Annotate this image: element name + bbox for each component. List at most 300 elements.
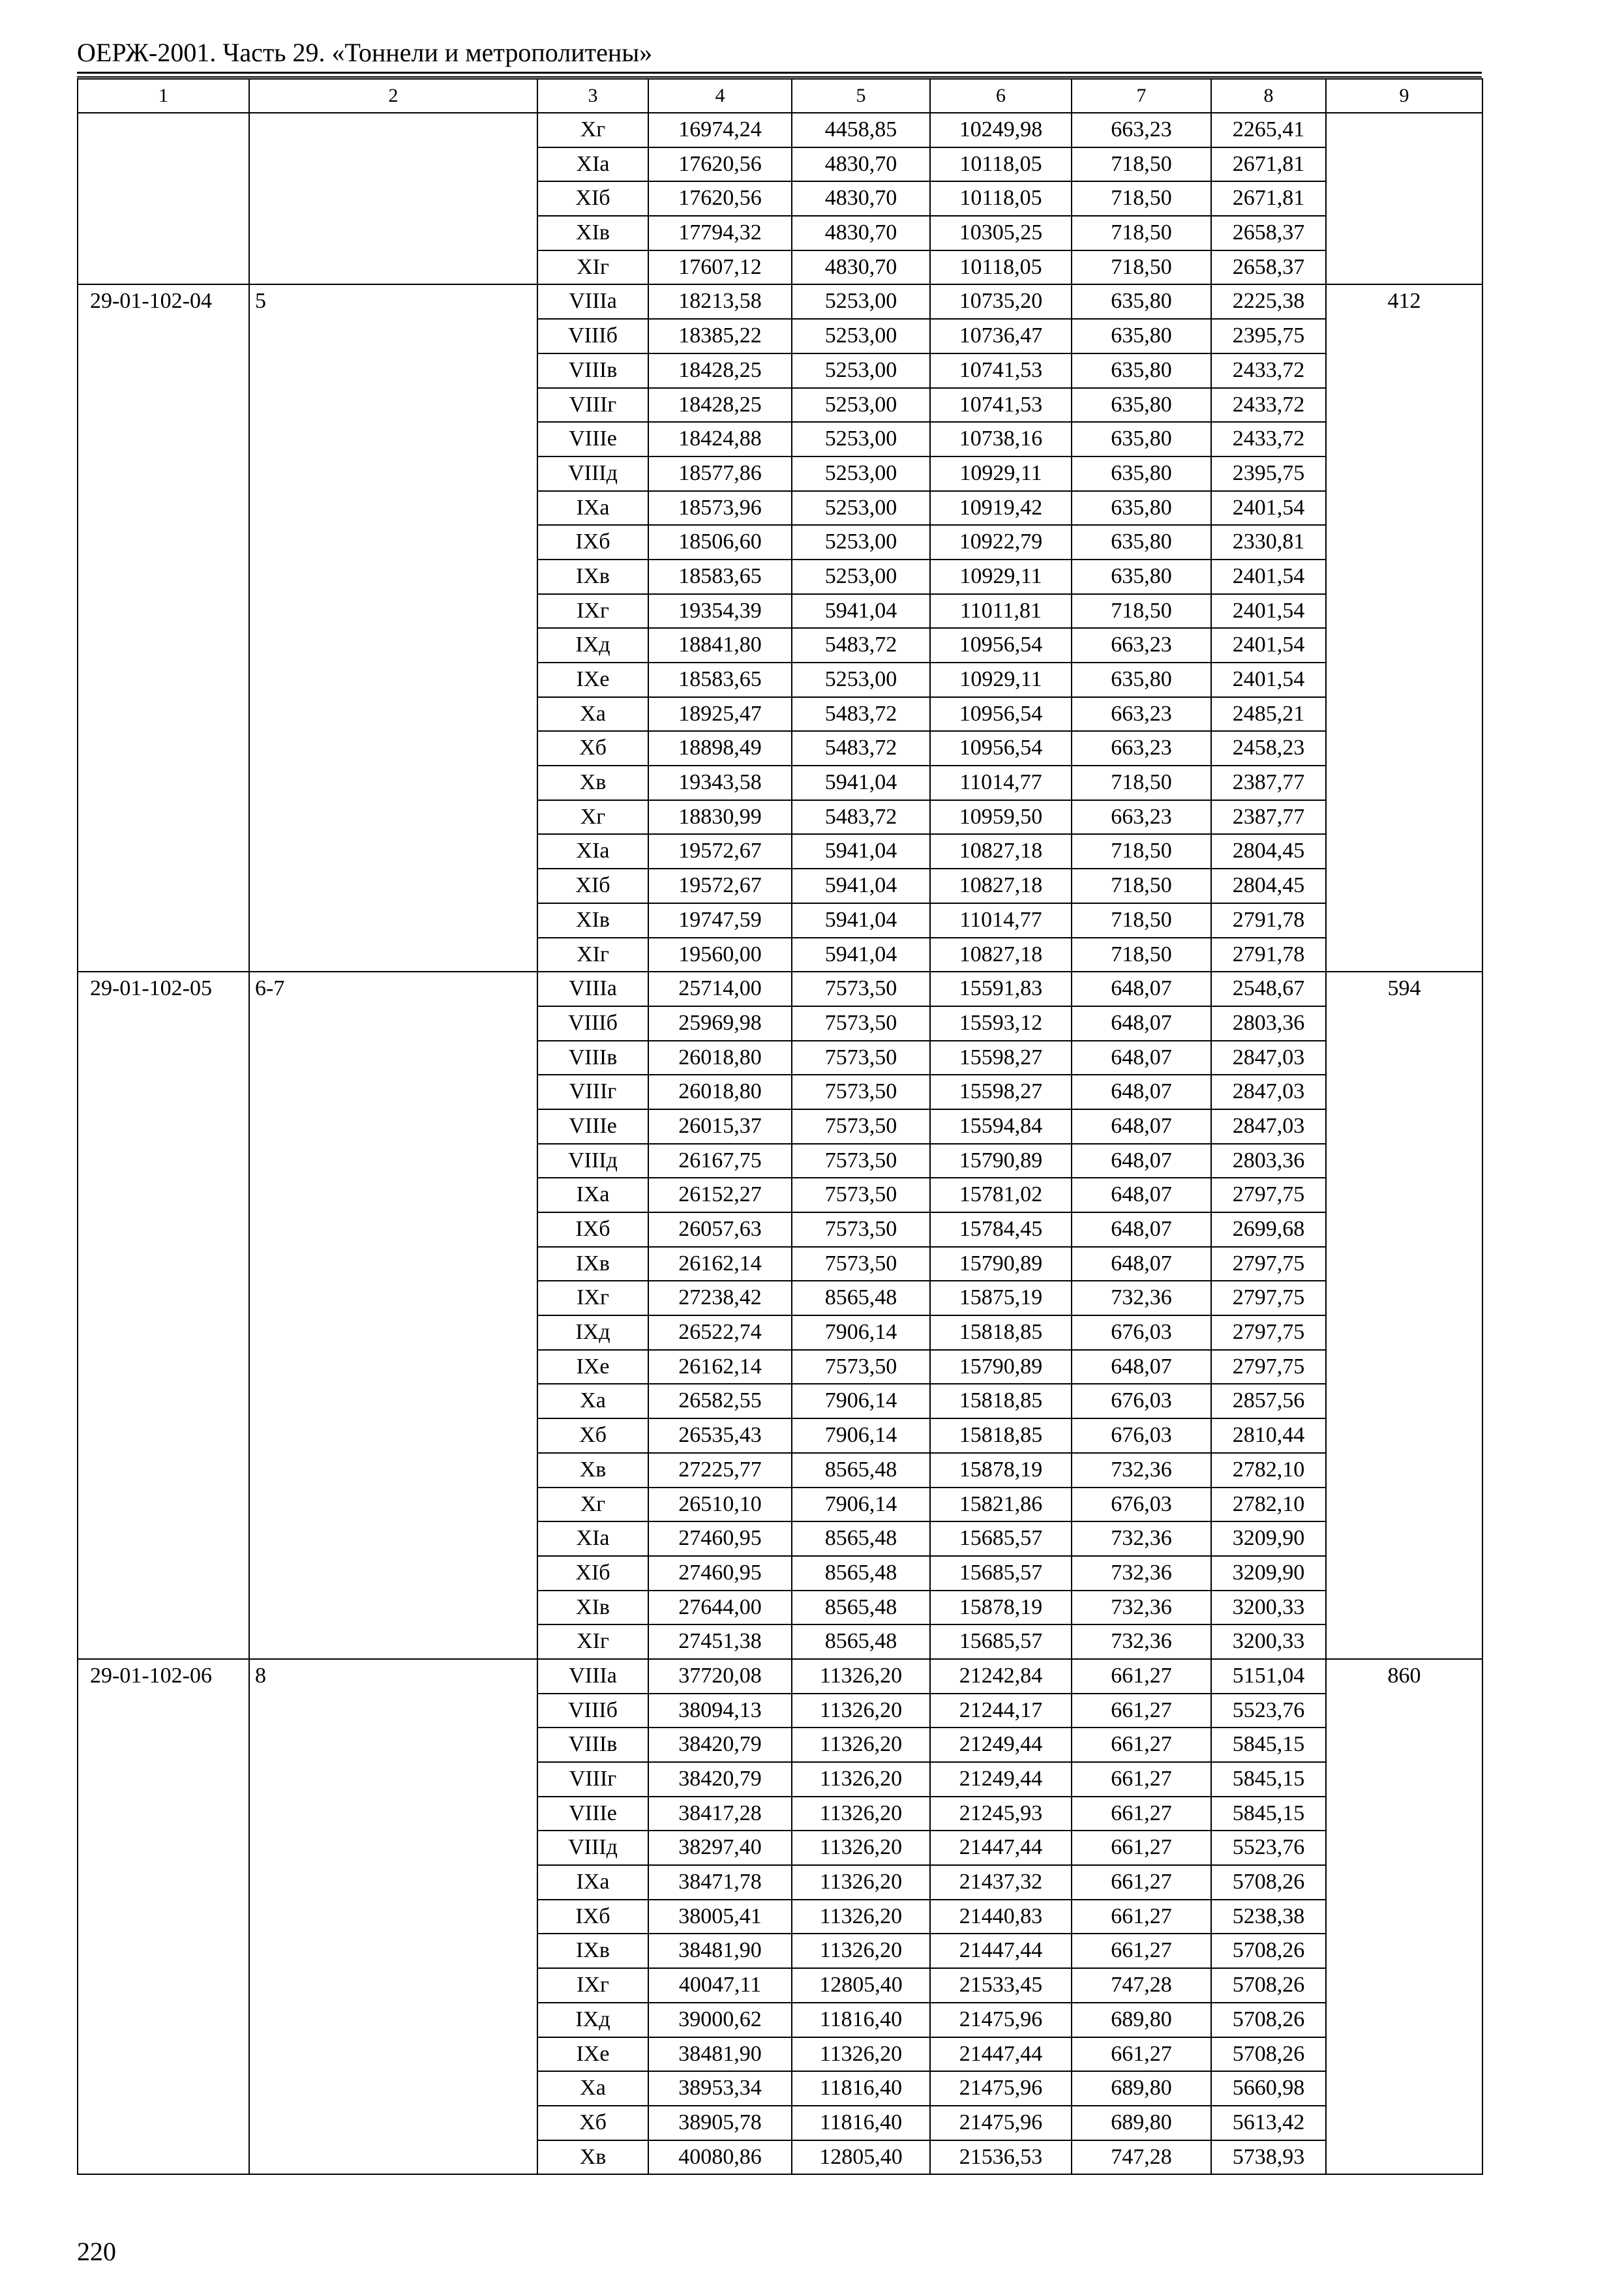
table-cell-col4: 27460,95 <box>648 1521 792 1556</box>
table-cell-col4: 40080,86 <box>648 2140 792 2175</box>
table-cell-col8: 5238,38 <box>1211 1900 1326 1934</box>
table-cell-col4: 18428,25 <box>648 388 792 423</box>
table-cell-col7: 635,80 <box>1072 319 1211 353</box>
table-cell-col5: 7573,50 <box>792 1247 930 1281</box>
table-cell-col7: 661,27 <box>1072 1865 1211 1900</box>
table-cell-col8: 2797,75 <box>1211 1315 1326 1350</box>
table-cell-col4: 18841,80 <box>648 628 792 663</box>
table-cell-col5: 5253,00 <box>792 353 930 388</box>
table-cell-col5: 11816,40 <box>792 2106 930 2140</box>
table-cell-col7: 663,23 <box>1072 800 1211 835</box>
table-cell-col3: VIIIe <box>537 422 648 456</box>
table-cell-col4: 38005,41 <box>648 1900 792 1934</box>
table-cell-col8: 3209,90 <box>1211 1556 1326 1591</box>
table-cell-col5: 12805,40 <box>792 1968 930 2003</box>
table-cell-col7: 661,27 <box>1072 1694 1211 1728</box>
table-cell-col5: 5941,04 <box>792 938 930 972</box>
table-cell-col3: VIIIe <box>537 1109 648 1144</box>
column-header-4: 4 <box>648 79 792 113</box>
table-cell-col3: Xa <box>537 1384 648 1418</box>
table-cell-col7: 663,23 <box>1072 731 1211 766</box>
table-cell-col8: 2791,78 <box>1211 938 1326 972</box>
table-cell-col5: 8565,48 <box>792 1591 930 1625</box>
table-cell-col7: 718,50 <box>1072 594 1211 629</box>
table-cell-col7: 661,27 <box>1072 1659 1211 1694</box>
table-cell-col6: 21533,45 <box>930 1968 1072 2003</box>
table-cell-col6: 15598,27 <box>930 1075 1072 1109</box>
table-cell-col4: 17794,32 <box>648 216 792 250</box>
table-cell-col5: 12805,40 <box>792 2140 930 2175</box>
table-cell-col7: 648,07 <box>1072 972 1211 1006</box>
table-cell-col3: Xв <box>537 2140 648 2175</box>
table-cell-col8: 2782,10 <box>1211 1453 1326 1488</box>
table-cell-col8: 3200,33 <box>1211 1591 1326 1625</box>
table-cell-col6: 10919,42 <box>930 491 1072 526</box>
table-cell-col4: 26510,10 <box>648 1488 792 1522</box>
table-cell-col8: 2485,21 <box>1211 697 1326 732</box>
table-cell-col4: 17620,56 <box>648 147 792 182</box>
table-cell-col7: 689,80 <box>1072 2003 1211 2037</box>
table-cell-col5: 7573,50 <box>792 1350 930 1384</box>
table-cell-col7: 661,27 <box>1072 2037 1211 2072</box>
table-cell-col7: 635,80 <box>1072 663 1211 697</box>
table-cell-col3: IXв <box>537 560 648 594</box>
table-cell-col7: 635,80 <box>1072 560 1211 594</box>
table-cell-col6: 10305,25 <box>930 216 1072 250</box>
table-cell-col4: 38420,79 <box>648 1728 792 1762</box>
table-cell-col3: IXв <box>537 1934 648 1968</box>
table-cell-col6: 10929,11 <box>930 456 1072 491</box>
table-cell-col6: 10929,11 <box>930 560 1072 594</box>
table-cell-col4: 18925,47 <box>648 697 792 732</box>
table-cell-col6: 15878,19 <box>930 1591 1072 1625</box>
table-cell-col6: 10736,47 <box>930 319 1072 353</box>
table-cell-col4: 38297,40 <box>648 1831 792 1865</box>
table-cell-col5: 7573,50 <box>792 1041 930 1075</box>
table-cell-col8: 2330,81 <box>1211 525 1326 560</box>
table-cell-col5: 7906,14 <box>792 1315 930 1350</box>
table-cell-col8: 2387,77 <box>1211 800 1326 835</box>
table-row <box>78 1659 1482 1694</box>
table-cell-col8: 2797,75 <box>1211 1350 1326 1384</box>
table-cell-col8: 5845,15 <box>1211 1728 1326 1762</box>
table-cell-col7: 648,07 <box>1072 1041 1211 1075</box>
table-cell-col3: XIг <box>537 250 648 285</box>
table-cell-col5: 8565,48 <box>792 1521 930 1556</box>
table-cell-col6: 21447,44 <box>930 1831 1072 1865</box>
row-col2-cell: 8 <box>249 1659 537 2174</box>
table-cell-col8: 2797,75 <box>1211 1178 1326 1212</box>
table-cell-col4: 26015,37 <box>648 1109 792 1144</box>
table-cell-col4: 17607,12 <box>648 250 792 285</box>
table-cell-col3: IXб <box>537 525 648 560</box>
table-cell-col7: 661,27 <box>1072 1900 1211 1934</box>
table-cell-col3: XIв <box>537 1591 648 1625</box>
table-cell-col3: VIIIв <box>537 1041 648 1075</box>
table-cell-col7: 635,80 <box>1072 525 1211 560</box>
table-row <box>78 972 1482 1006</box>
table-cell-col5: 4830,70 <box>792 181 930 216</box>
table-cell-col5: 7573,50 <box>792 1109 930 1144</box>
table-cell-col3: IXд <box>537 1315 648 1350</box>
table-cell-col7: 648,07 <box>1072 1212 1211 1247</box>
table-cell-col8: 2395,75 <box>1211 319 1326 353</box>
table-cell-col7: 648,07 <box>1072 1075 1211 1109</box>
table-cell-col7: 689,80 <box>1072 2071 1211 2106</box>
table-cell-col3: VIIIб <box>537 1006 648 1041</box>
table-cell-col6: 11011,81 <box>930 594 1072 629</box>
table-cell-col7: 732,36 <box>1072 1556 1211 1591</box>
table-cell-col8: 5660,98 <box>1211 2071 1326 2106</box>
table-cell-col8: 2433,72 <box>1211 388 1326 423</box>
table-cell-col6: 10922,79 <box>930 525 1072 560</box>
table-cell-col8: 2791,78 <box>1211 903 1326 938</box>
table-cell-col8: 2225,38 <box>1211 284 1326 319</box>
table-cell-col3: IXд <box>537 628 648 663</box>
table-cell-col6: 15821,86 <box>930 1488 1072 1522</box>
table-cell-col5: 5253,00 <box>792 284 930 319</box>
table-cell-col3: Xг <box>537 1488 648 1522</box>
table-cell-col3: VIIIa <box>537 1659 648 1694</box>
table-cell-col6: 10738,16 <box>930 422 1072 456</box>
table-cell-col6: 15598,27 <box>930 1041 1072 1075</box>
table-cell-col5: 11326,20 <box>792 1797 930 1831</box>
table-cell-col7: 648,07 <box>1072 1144 1211 1178</box>
table-cell-col7: 676,03 <box>1072 1488 1211 1522</box>
table-cell-col8: 5708,26 <box>1211 1934 1326 1968</box>
table-cell-col4: 19343,58 <box>648 766 792 800</box>
row-col2-cell: 5 <box>249 284 537 972</box>
table-cell-col6: 15784,45 <box>930 1212 1072 1247</box>
table-cell-col7: 635,80 <box>1072 388 1211 423</box>
table-cell-col6: 15790,89 <box>930 1144 1072 1178</box>
table-cell-col4: 38905,78 <box>648 2106 792 2140</box>
table-cell-col7: 718,50 <box>1072 181 1211 216</box>
table-cell-col5: 5483,72 <box>792 697 930 732</box>
table-cell-col4: 38481,90 <box>648 1934 792 1968</box>
column-header-3: 3 <box>537 79 648 113</box>
table-cell-col4: 26535,43 <box>648 1418 792 1453</box>
table-cell-col8: 2857,56 <box>1211 1384 1326 1418</box>
table-cell-col3: XIб <box>537 181 648 216</box>
table-cell-col3: VIIIa <box>537 972 648 1006</box>
table-cell-col6: 10249,98 <box>930 113 1072 147</box>
table-cell-col7: 747,28 <box>1072 1968 1211 2003</box>
table-cell-col5: 5253,00 <box>792 456 930 491</box>
table-cell-col8: 2847,03 <box>1211 1075 1326 1109</box>
table-cell-col8: 5845,15 <box>1211 1797 1326 1831</box>
table-cell-col5: 5483,72 <box>792 628 930 663</box>
table-cell-col7: 689,80 <box>1072 2106 1211 2140</box>
table-cell-col5: 7573,50 <box>792 1006 930 1041</box>
table-cell-col7: 635,80 <box>1072 456 1211 491</box>
table-cell-col8: 5151,04 <box>1211 1659 1326 1694</box>
table-cell-col4: 27238,42 <box>648 1281 792 1315</box>
table-cell-col4: 25714,00 <box>648 972 792 1006</box>
table-cell-col7: 635,80 <box>1072 422 1211 456</box>
table-cell-col8: 2699,68 <box>1211 1212 1326 1247</box>
table-cell-col5: 5483,72 <box>792 731 930 766</box>
table-cell-col3: VIIIд <box>537 1144 648 1178</box>
table-header-row <box>78 79 1482 113</box>
table-cell-col3: VIIIг <box>537 388 648 423</box>
table-cell-col8: 2782,10 <box>1211 1488 1326 1522</box>
table-cell-col4: 18385,22 <box>648 319 792 353</box>
table-cell-col8: 2804,45 <box>1211 869 1326 903</box>
table-cell-col8: 2433,72 <box>1211 422 1326 456</box>
table-cell-col6: 10741,53 <box>930 353 1072 388</box>
table-cell-col7: 663,23 <box>1072 113 1211 147</box>
table-cell-col4: 17620,56 <box>648 181 792 216</box>
table-cell-col7: 661,27 <box>1072 1831 1211 1865</box>
row-code-cell: 29-01-102-05 <box>78 972 249 1659</box>
table-cell-col7: 663,23 <box>1072 697 1211 732</box>
table-row <box>78 113 1482 147</box>
table-cell-col4: 38481,90 <box>648 2037 792 2072</box>
column-header-5: 5 <box>792 79 930 113</box>
row-col9-cell: 412 <box>1326 284 1482 972</box>
table-cell-col6: 10956,54 <box>930 697 1072 732</box>
table-cell-col6: 10827,18 <box>930 938 1072 972</box>
table-cell-col3: XIг <box>537 938 648 972</box>
table-cell-col3: IXв <box>537 1247 648 1281</box>
table-cell-col5: 5253,00 <box>792 491 930 526</box>
table-cell-col5: 8565,48 <box>792 1453 930 1488</box>
table-cell-col6: 21447,44 <box>930 2037 1072 2072</box>
table-cell-col5: 5941,04 <box>792 766 930 800</box>
table-cell-col3: XIб <box>537 1556 648 1591</box>
row-code-cell: 29-01-102-04 <box>78 284 249 972</box>
table-cell-col8: 2395,75 <box>1211 456 1326 491</box>
table-cell-col5: 5253,00 <box>792 388 930 423</box>
table-cell-col5: 7573,50 <box>792 972 930 1006</box>
table-cell-col6: 10956,54 <box>930 628 1072 663</box>
table-cell-col6: 11014,77 <box>930 903 1072 938</box>
row-col2-cell <box>249 113 537 284</box>
table-cell-col8: 2804,45 <box>1211 834 1326 869</box>
table-cell-col4: 27460,95 <box>648 1556 792 1591</box>
table-cell-col5: 11816,40 <box>792 2003 930 2037</box>
table-cell-col4: 19572,67 <box>648 834 792 869</box>
table-cell-col7: 676,03 <box>1072 1418 1211 1453</box>
table-cell-col4: 26152,27 <box>648 1178 792 1212</box>
table-cell-col8: 2265,41 <box>1211 113 1326 147</box>
table-cell-col7: 718,50 <box>1072 216 1211 250</box>
table-cell-col8: 2847,03 <box>1211 1041 1326 1075</box>
table-cell-col4: 38094,13 <box>648 1694 792 1728</box>
table-cell-col7: 747,28 <box>1072 2140 1211 2175</box>
table-cell-col4: 18424,88 <box>648 422 792 456</box>
table-cell-col7: 732,36 <box>1072 1624 1211 1659</box>
table-cell-col3: VIIIг <box>537 1075 648 1109</box>
table-cell-col3: IXг <box>537 1281 648 1315</box>
table-cell-col6: 15593,12 <box>930 1006 1072 1041</box>
table-cell-col3: XIв <box>537 216 648 250</box>
row-col9-cell: 594 <box>1326 972 1482 1659</box>
table-cell-col8: 2401,54 <box>1211 594 1326 629</box>
table-cell-col6: 15781,02 <box>930 1178 1072 1212</box>
table-cell-col6: 21437,32 <box>930 1865 1072 1900</box>
table-cell-col3: IXг <box>537 594 648 629</box>
table-cell-col3: XIг <box>537 1624 648 1659</box>
table-cell-col5: 5253,00 <box>792 319 930 353</box>
table-cell-col4: 18213,58 <box>648 284 792 319</box>
table-cell-col7: 648,07 <box>1072 1109 1211 1144</box>
table-cell-col5: 7906,14 <box>792 1488 930 1522</box>
table-cell-col7: 661,27 <box>1072 1934 1211 1968</box>
table-row <box>78 284 1482 319</box>
table-cell-col3: IXa <box>537 491 648 526</box>
table-cell-col5: 4830,70 <box>792 147 930 182</box>
table-cell-col4: 27451,38 <box>648 1624 792 1659</box>
table-cell-col5: 7573,50 <box>792 1075 930 1109</box>
table-cell-col6: 21242,84 <box>930 1659 1072 1694</box>
table-cell-col6: 21244,17 <box>930 1694 1072 1728</box>
table-cell-col6: 10959,50 <box>930 800 1072 835</box>
table-cell-col8: 5523,76 <box>1211 1694 1326 1728</box>
table-cell-col7: 732,36 <box>1072 1453 1211 1488</box>
row-col2-cell: 6-7 <box>249 972 537 1659</box>
column-header-2: 2 <box>249 79 537 113</box>
table-cell-col8: 2433,72 <box>1211 353 1326 388</box>
table-cell-col5: 11326,20 <box>792 1865 930 1900</box>
table-cell-col5: 11326,20 <box>792 1728 930 1762</box>
table-cell-col6: 15591,83 <box>930 972 1072 1006</box>
table-cell-col4: 38471,78 <box>648 1865 792 1900</box>
header-rule <box>77 72 1482 74</box>
table-cell-col3: Xг <box>537 800 648 835</box>
table-cell-col5: 7906,14 <box>792 1384 930 1418</box>
table-cell-col5: 8565,48 <box>792 1624 930 1659</box>
table-cell-col4: 40047,11 <box>648 1968 792 2003</box>
table-cell-col7: 635,80 <box>1072 353 1211 388</box>
table-cell-col7: 718,50 <box>1072 903 1211 938</box>
table-cell-col3: Xб <box>537 2106 648 2140</box>
table-cell-col8: 2797,75 <box>1211 1247 1326 1281</box>
table-cell-col7: 732,36 <box>1072 1591 1211 1625</box>
table-cell-col5: 11326,20 <box>792 1934 930 1968</box>
table-body <box>78 79 1482 2174</box>
table-cell-col6: 15875,19 <box>930 1281 1072 1315</box>
table-cell-col5: 11326,20 <box>792 2037 930 2072</box>
table-cell-col6: 10735,20 <box>930 284 1072 319</box>
page-number: 220 <box>77 2237 116 2266</box>
table-cell-col4: 18583,65 <box>648 663 792 697</box>
table-cell-col7: 635,80 <box>1072 491 1211 526</box>
table-cell-col8: 2803,36 <box>1211 1144 1326 1178</box>
table-cell-col5: 11326,20 <box>792 1694 930 1728</box>
table-cell-col4: 18506,60 <box>648 525 792 560</box>
table-cell-col8: 2401,54 <box>1211 628 1326 663</box>
table-cell-col4: 39000,62 <box>648 2003 792 2037</box>
table-cell-col5: 5941,04 <box>792 869 930 903</box>
table-cell-col8: 5738,93 <box>1211 2140 1326 2175</box>
table-cell-col6: 15878,19 <box>930 1453 1072 1488</box>
table-cell-col6: 15790,89 <box>930 1350 1072 1384</box>
table-cell-col5: 8565,48 <box>792 1281 930 1315</box>
rates-table <box>77 78 1483 2175</box>
table-cell-col3: VIIIб <box>537 1694 648 1728</box>
table-cell-col3: VIIIa <box>537 284 648 319</box>
table-cell-col3: IXe <box>537 2037 648 2072</box>
table-cell-col3: IXe <box>537 1350 648 1384</box>
table-cell-col8: 2658,37 <box>1211 216 1326 250</box>
table-cell-col5: 7573,50 <box>792 1178 930 1212</box>
table-cell-col7: 676,03 <box>1072 1315 1211 1350</box>
table-cell-col4: 38953,34 <box>648 2071 792 2106</box>
table-cell-col8: 5523,76 <box>1211 1831 1326 1865</box>
table-cell-col6: 21536,53 <box>930 2140 1072 2175</box>
table-cell-col8: 2548,67 <box>1211 972 1326 1006</box>
table-cell-col7: 732,36 <box>1072 1521 1211 1556</box>
table-cell-col4: 19354,39 <box>648 594 792 629</box>
table-cell-col8: 5708,26 <box>1211 2003 1326 2037</box>
table-cell-col5: 11326,20 <box>792 1900 930 1934</box>
table-cell-col7: 732,36 <box>1072 1281 1211 1315</box>
table-cell-col8: 5708,26 <box>1211 1865 1326 1900</box>
table-cell-col6: 21447,44 <box>930 1934 1072 1968</box>
table-cell-col8: 2658,37 <box>1211 250 1326 285</box>
table-cell-col8: 2401,54 <box>1211 560 1326 594</box>
table-cell-col6: 15818,85 <box>930 1315 1072 1350</box>
table-cell-col4: 26522,74 <box>648 1315 792 1350</box>
table-cell-col3: VIIIд <box>537 1831 648 1865</box>
column-header-6: 6 <box>930 79 1072 113</box>
table-cell-col6: 10118,05 <box>930 181 1072 216</box>
table-cell-col8: 2401,54 <box>1211 663 1326 697</box>
table-cell-col6: 15790,89 <box>930 1247 1072 1281</box>
table-cell-col7: 718,50 <box>1072 766 1211 800</box>
table-cell-col4: 19560,00 <box>648 938 792 972</box>
table-cell-col4: 27225,77 <box>648 1453 792 1488</box>
table-cell-col6: 21249,44 <box>930 1728 1072 1762</box>
table-cell-col7: 718,50 <box>1072 147 1211 182</box>
column-header-1: 1 <box>78 79 249 113</box>
table-cell-col3: Xв <box>537 1453 648 1488</box>
table-cell-col5: 11326,20 <box>792 1762 930 1797</box>
table-cell-col4: 26582,55 <box>648 1384 792 1418</box>
table-cell-col3: Xб <box>537 731 648 766</box>
table-cell-col6: 15685,57 <box>930 1521 1072 1556</box>
table-cell-col3: VIIIв <box>537 353 648 388</box>
table-cell-col6: 10741,53 <box>930 388 1072 423</box>
table-cell-col6: 15818,85 <box>930 1418 1072 1453</box>
table-cell-col6: 21475,96 <box>930 2003 1072 2037</box>
table-cell-col6: 15685,57 <box>930 1556 1072 1591</box>
table-cell-col5: 5253,00 <box>792 663 930 697</box>
table-cell-col3: Xa <box>537 697 648 732</box>
table-cell-col7: 648,07 <box>1072 1350 1211 1384</box>
table-cell-col4: 18583,65 <box>648 560 792 594</box>
table-cell-col3: IXa <box>537 1178 648 1212</box>
table-cell-col5: 4830,70 <box>792 216 930 250</box>
table-cell-col3: VIIIг <box>537 1762 648 1797</box>
table-cell-col6: 15818,85 <box>930 1384 1072 1418</box>
table-cell-col5: 8565,48 <box>792 1556 930 1591</box>
table-cell-col7: 718,50 <box>1072 869 1211 903</box>
table-cell-col4: 19747,59 <box>648 903 792 938</box>
table-cell-col8: 3200,33 <box>1211 1624 1326 1659</box>
row-code-cell <box>78 113 249 284</box>
column-header-7: 7 <box>1072 79 1211 113</box>
table-cell-col4: 27644,00 <box>648 1591 792 1625</box>
table-cell-col8: 5708,26 <box>1211 2037 1326 2072</box>
page-header-title: ОЕРЖ-2001. Часть 29. «Тоннели и метрополитены» <box>77 38 653 67</box>
table-cell-col3: IXб <box>537 1900 648 1934</box>
table-cell-col3: VIIIд <box>537 456 648 491</box>
table-cell-col8: 2797,75 <box>1211 1281 1326 1315</box>
table-cell-col4: 16974,24 <box>648 113 792 147</box>
